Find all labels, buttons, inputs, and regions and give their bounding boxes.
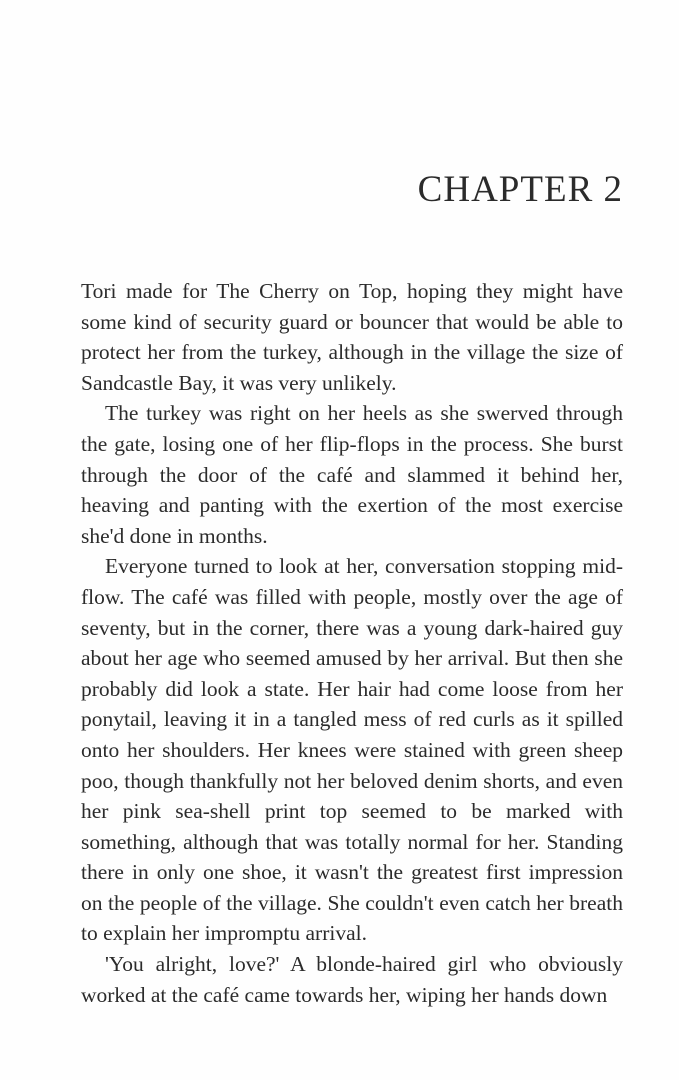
paragraph-2: The turkey was right on her heels as she swerved through the gate, losing one of her flip-flops in the process. She burst through the door of the café and slammed it behind her, heaving and panting with the exertion of the most exercise she'd done in months.	[81, 401, 623, 548]
paragraph-4: 'You alright, love?' A blonde-haired girl who obviously worked at the café came towards her, wiping her hands down	[81, 952, 623, 1007]
paragraph-1: Tori made for The Cherry on Top, hoping they might have some kind of security guard or bouncer that would be able to protect her from the turkey, although in the village the size of Sandcastle Bay, it was very unlikely.	[81, 279, 623, 395]
chapter-body	[81, 276, 623, 1010]
paragraph-3: Everyone turned to look at her, conversation stopping mid-flow. The café was filled with people, mostly over the age of seventy, but in the corner, there was a young dark-haired guy about her age who seemed amused by her arrival. But then she probably did look a state. Her hair had come loose from her ponytail, leaving it in a tangled mess of red curls as it spilled onto her shoulders. Her knees were stained with green sheep poo, though thankfully not her beloved denim shorts, and even her pink sea-shell print top seemed to be marked with something, although that was totally normal for her. Standing there in only one shoe, it wasn't the greatest first impression on the people of the village. She couldn't even catch her breath to explain her impromptu arrival.	[81, 554, 623, 946]
chapter-title: CHAPTER 2	[417, 169, 623, 210]
